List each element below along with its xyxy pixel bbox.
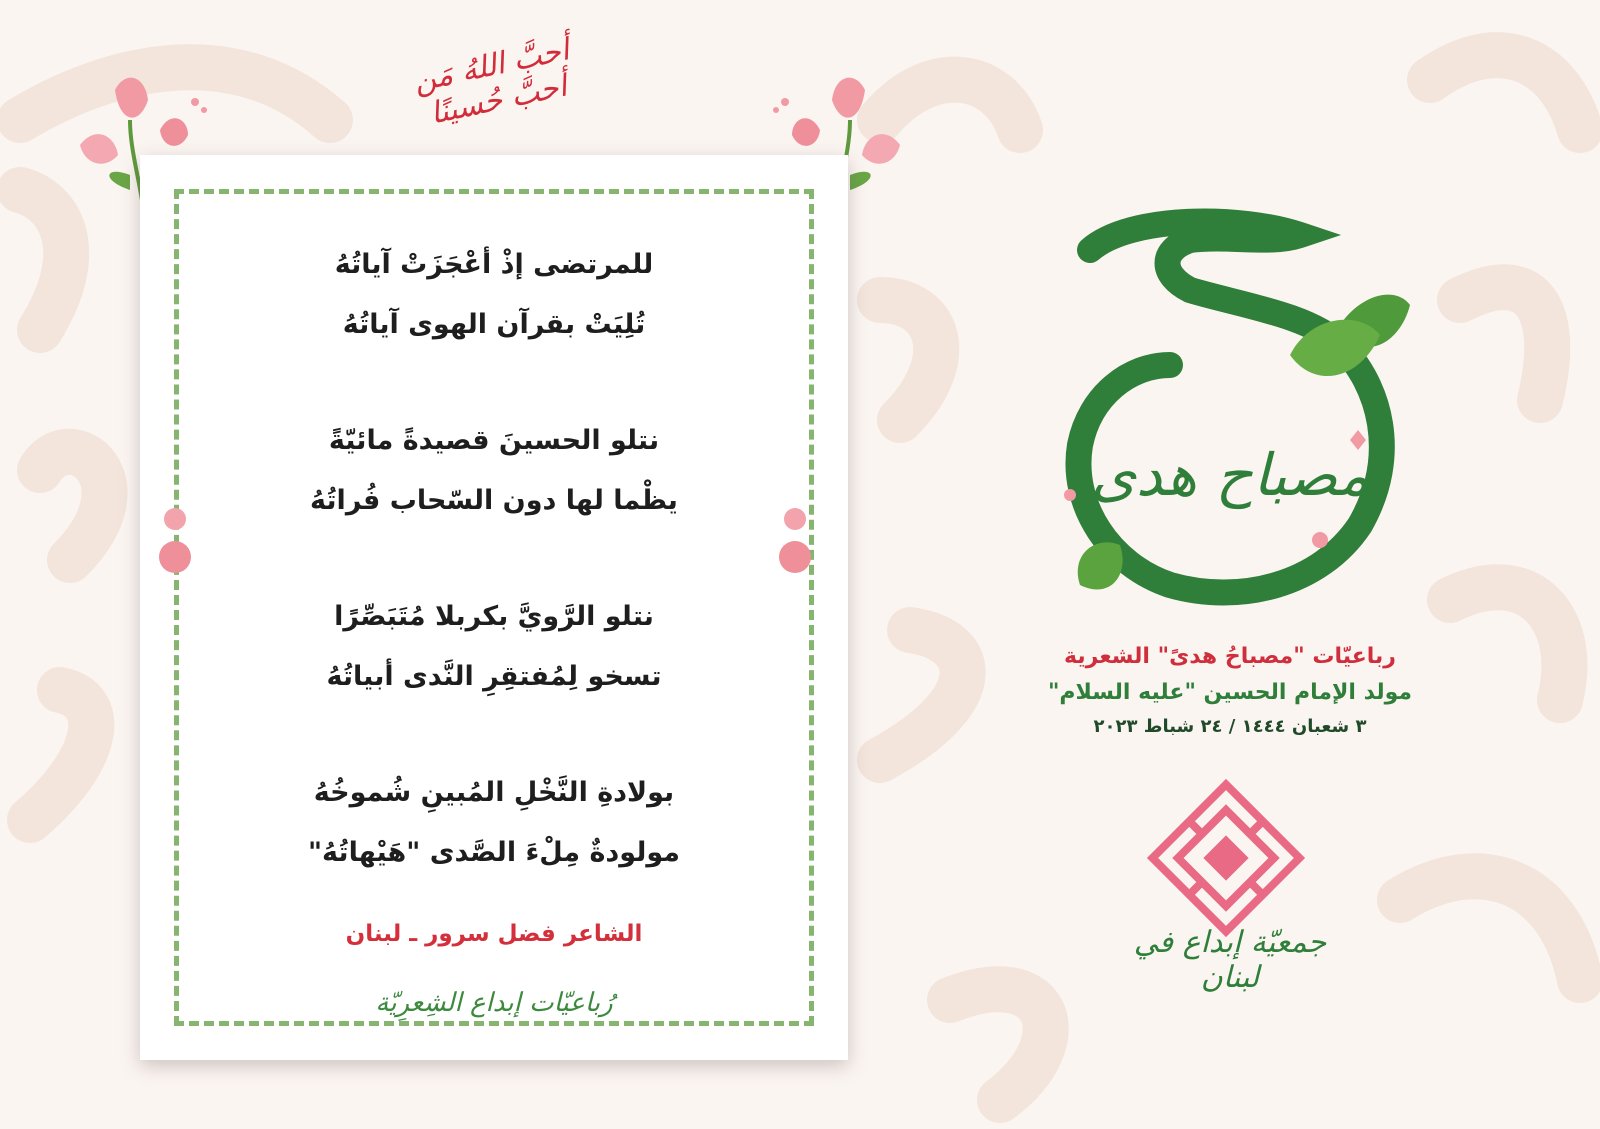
emblem-text: مصباح هدى xyxy=(1090,441,1370,509)
event-subtitle: مولد الإمام الحسين "عليه السلام" xyxy=(1047,680,1413,705)
event-title: رباعيّات "مصباحُ هدىً" الشعرية xyxy=(1064,644,1396,669)
stanza xyxy=(174,587,814,707)
poem-line: مولودةٌ مِلْءَ الصَّدى "هَيْهاتُهُ" xyxy=(307,837,680,868)
poem-line: يظْما لها دون السّحاب فُراتُهُ xyxy=(310,485,678,516)
series-signature: رُباعيّات إبداع الشِعرِيّة xyxy=(375,988,613,1018)
poem-line: تُلِيَتْ بقرآن الهوى آياتُهُ xyxy=(342,309,646,340)
poem-body xyxy=(174,235,814,939)
poem-line: للمرتضى إذْ أعْجَزَتْ آياتُهُ xyxy=(334,249,654,280)
stanza xyxy=(174,763,814,883)
pink-dots-left xyxy=(155,505,195,595)
event-date: ٣ شعبان ١٤٤٤ / ٢٤ شباط ٢٠٢٣ xyxy=(1093,716,1367,737)
poem-line: بولادةِ النَّخْلِ المُبينِ شُموخُهُ xyxy=(313,777,675,808)
header-calligraphy: أحبَّ اللهُ مَن أحبَّ حُسينًا xyxy=(410,32,573,132)
stanza xyxy=(174,411,814,531)
poet-credit: الشاعر فضل سرور ـ لبنان xyxy=(345,921,643,947)
event-info xyxy=(1020,640,1440,742)
misbah-huda-emblem xyxy=(1040,195,1420,635)
pink-dots-right xyxy=(775,505,815,595)
poem-line: تسخو لِمُفتقِرِ النَّدى أبياتُهُ xyxy=(326,661,662,692)
poem-line: نتلو الرَّويَّ بكربلا مُتَبَصِّرًا xyxy=(334,601,654,632)
stanza xyxy=(174,235,814,355)
poem-card xyxy=(140,155,848,1060)
poem-line: نتلو الحسينَ قصيدةً مائيّةً xyxy=(328,425,660,456)
association-logo: جمعيّة إبداع في لبنان xyxy=(1133,925,1327,995)
